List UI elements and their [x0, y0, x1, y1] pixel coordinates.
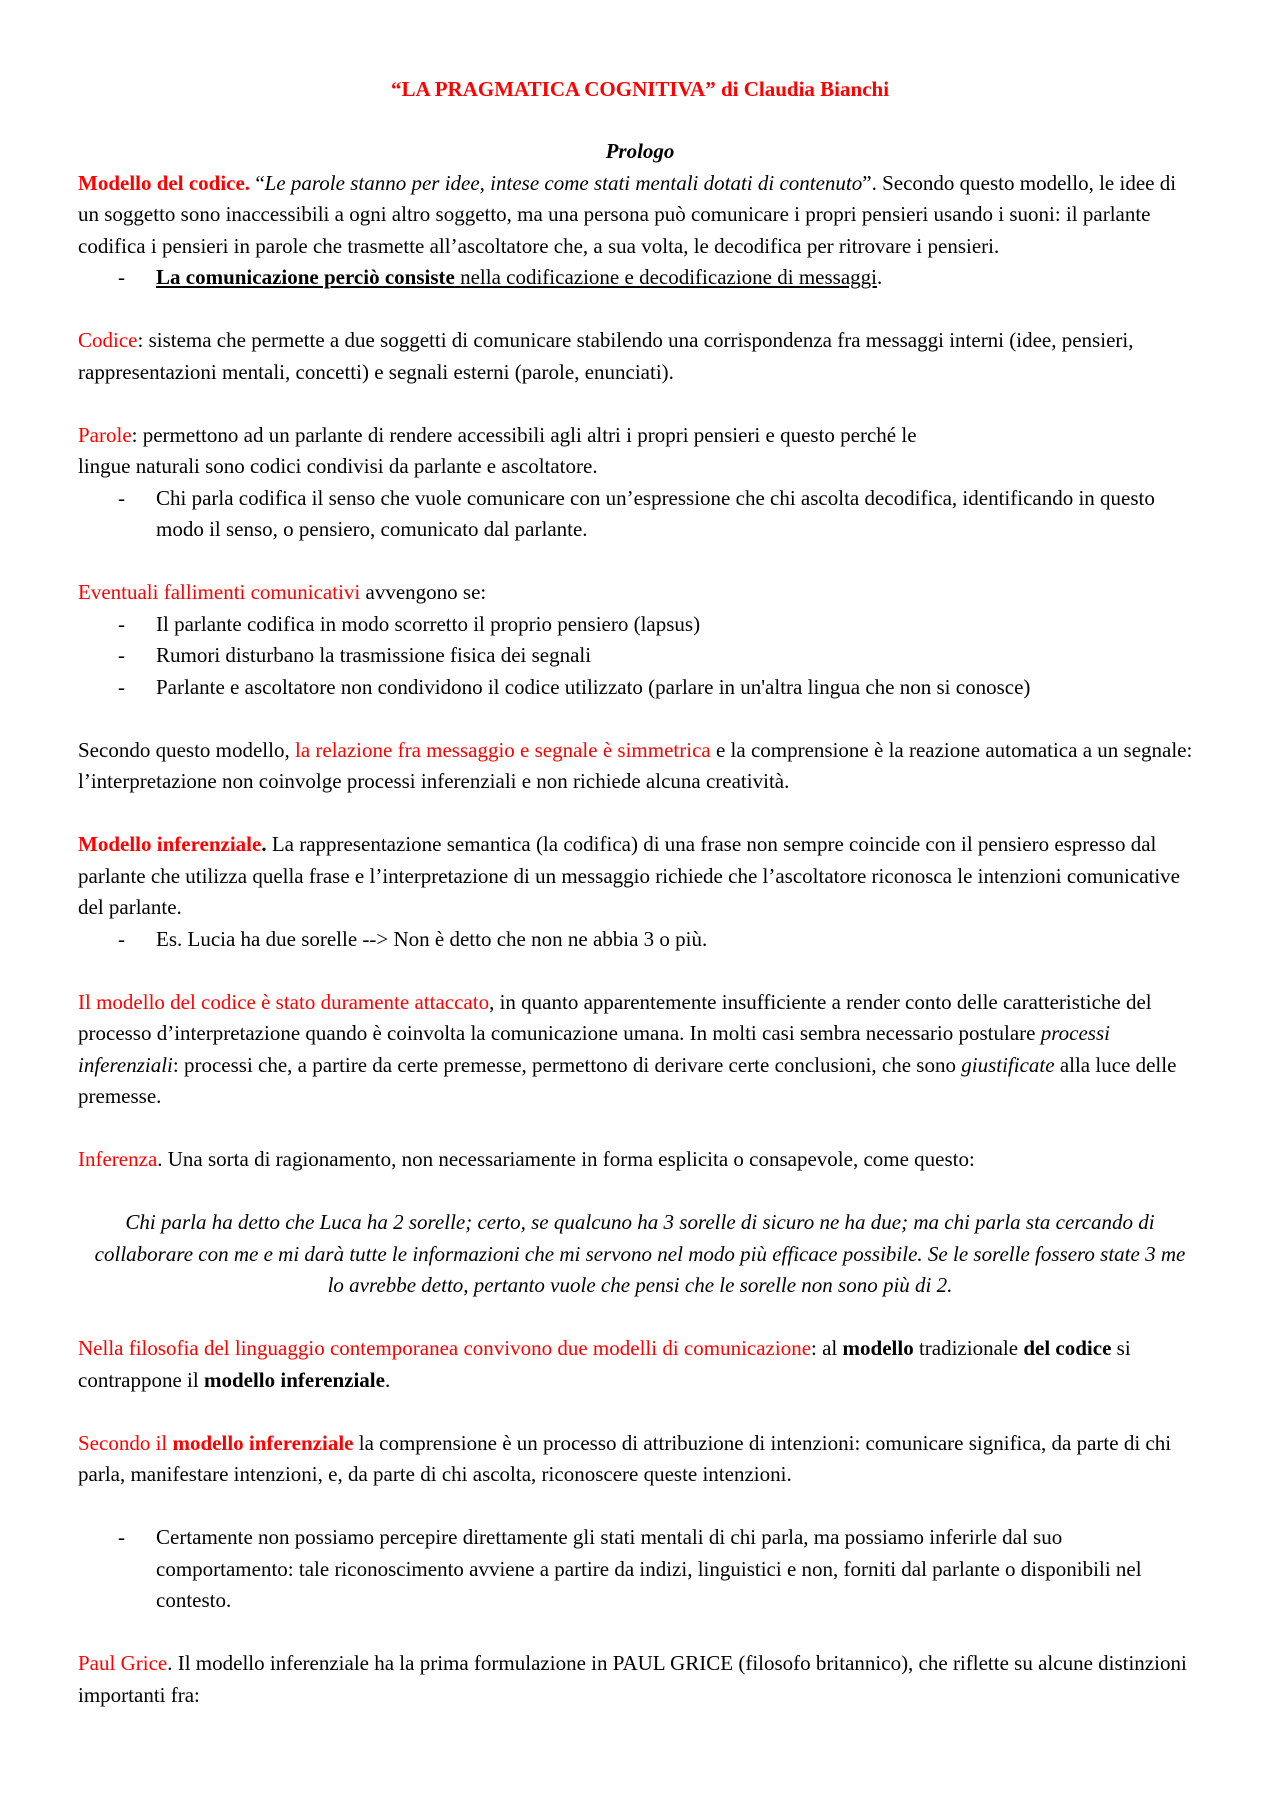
paragraph-modello-inferenziale: Modello inferenziale. La rappresentazione semantica (la codifica) di una frase non sempre coincide con il pensiero espresso dal parlante che utilizza quella frase e l’interpretazione di un messaggio richiede che l’ascoltatore riconosca le intenzioni comunicative del parlante. [78, 832, 1181, 919]
quotation: Le parole stanno per idee, intese come stati mentali dotati di contenuto [264, 170, 863, 195]
dash-bullet: - [118, 926, 125, 951]
list-item: - Parlante e ascoltatore non condividono il codice utilizzato (parlare in un'altra lingua che non si conosce) [78, 672, 1202, 704]
term-label: Modello inferenziale [78, 832, 262, 856]
term-label: Paul Grice [78, 1651, 168, 1675]
list-item: - La comunicazione perciò consiste nella codificazione e decodificazione di messaggi. [78, 262, 1202, 294]
paragraph-modello-codice: Modello del codice. “Le parole stanno per idee, intese come stati mentali dotati di contenuto”. Secondo questo modello, le idee di un soggetto sono inaccessibili a ogni altro soggetto, ma una persona può comunicare i propri pensieri usando i suoni: il parlante codifica i pensieri in parole che trasmette all’ascoltatore che, a sua volta, le decodifica per ritrovare i pensieri. [78, 170, 1177, 258]
dash-bullet: - [118, 611, 125, 636]
paragraph-fallimenti: Eventuali fallimenti comunicativi avvengono se: [78, 580, 487, 604]
paragraph-codice-attaccato: Il modello del codice è stato duramente attaccato, in quanto apparentemente insufficiente a render conto delle caratteristiche del processo d’interpretazione quando è coinvolta la comunicazione umana. In molti casi sembra necessario postulare processi inferenziali: processi che, a partire da certe premesse, permettono di derivare certe conclusioni, che sono giustificate alla luce delle premesse. [78, 989, 1177, 1108]
example-quote: Chi parla ha detto che Luca ha 2 sorelle; certo, se qualcuno ha 3 sorelle di sicuro ne ha due; ma chi parla sta cercando di collaborare con me e mi darà tutte le informazioni che mi servono nel modo più efficace possibile. Se le sorelle fossero state 3 me lo avrebbe detto, pertanto vuole che pensi che le sorelle non sono più di 2. [94, 1210, 1186, 1297]
term-label: Eventuali fallimenti comunicativi [78, 580, 361, 604]
section-title: Prologo [605, 139, 675, 163]
bullet-list [78, 262, 1202, 294]
paragraph-secondo-inferenziale: Secondo il modello inferenziale la comprensione è un processo di attribuzione di intenzioni: comunicare significa, da parte di chi parla, manifestare intenzioni, e, da parte di chi ascolta, riconoscere queste intenzioni. [78, 1430, 1172, 1486]
paragraph-filosofia: Nella filosofia del linguaggio contemporanea convivono due modelli di comunicazione: al modello tradizionale del codice si contrappone il modello inferenziale. [78, 1336, 1131, 1392]
term-label: Parole [78, 422, 132, 447]
bullet-list [78, 609, 1202, 704]
list-item: - Es. Lucia ha due sorelle --> Non è detto che non ne abbia 3 o più. [78, 924, 1202, 956]
list-item: - Rumori disturbano la trasmissione fisica dei segnali [78, 640, 1202, 672]
paragraph-paul-grice: Paul Grice. Il modello inferenziale ha la prima formulazione in PAUL GRICE (filosofo britannico), che riflette su alcune distinzioni importanti fra: [78, 1651, 1187, 1707]
bullet-list [78, 924, 1202, 956]
paragraph-simmetria: Secondo questo modello, la relazione fra messaggio e segnale è simmetrica e la comprensione è la reazione automatica a un segnale: l’interpretazione non coinvolge processi inferenziali e non richiede alcuna creatività. [78, 737, 1193, 793]
term-label: Inferenza [78, 1147, 158, 1171]
bullet-list [78, 1522, 1202, 1617]
term-label: Modello del codice. [78, 170, 251, 195]
page-title: “LA PRAGMATICA COGNITIVA” di Claudia Bianchi [390, 77, 890, 101]
term-label: Codice [78, 328, 138, 352]
bullet-list [78, 483, 1202, 546]
dash-bullet: - [118, 643, 125, 667]
dash-bullet: - [118, 1525, 125, 1549]
paragraph-codice: Codice: sistema che permette a due soggetti di comunicare stabilendo una corrispondenza fra messaggi interni (idee, pensieri, rappresentazioni mentali, concetti) e segnali esterni (parole, enunciati). [78, 328, 1134, 384]
dash-bullet: - [118, 674, 125, 699]
paragraph-parole: Parole: permettono ad un parlante di rendere accessibili agli altri i propri pensieri e questo perché le lingue naturali sono codici condivisi da parlante e ascoltatore. [78, 422, 917, 478]
list-item: - Il parlante codifica in modo scorretto il proprio pensiero (lapsus) [78, 609, 1202, 641]
dash-bullet: - [118, 265, 125, 289]
paragraph-inferenza: Inferenza. Una sorta di ragionamento, non necessariamente in forma esplicita o consapevole, come questo: [78, 1147, 975, 1171]
dash-bullet: - [118, 485, 125, 510]
list-item: - Chi parla codifica il senso che vuole comunicare con un’espressione che chi ascolta decodifica, identificando in questo modo il senso, o pensiero, comunicato dal parlante. [78, 483, 1202, 546]
list-item: - Certamente non possiamo percepire direttamente gli stati mentali di chi parla, ma possiamo inferirle dal suo comportamento: tale riconoscimento avviene a partire da indizi, linguistici e non, forniti dal parlante o disponibili nel contesto. [78, 1522, 1202, 1617]
